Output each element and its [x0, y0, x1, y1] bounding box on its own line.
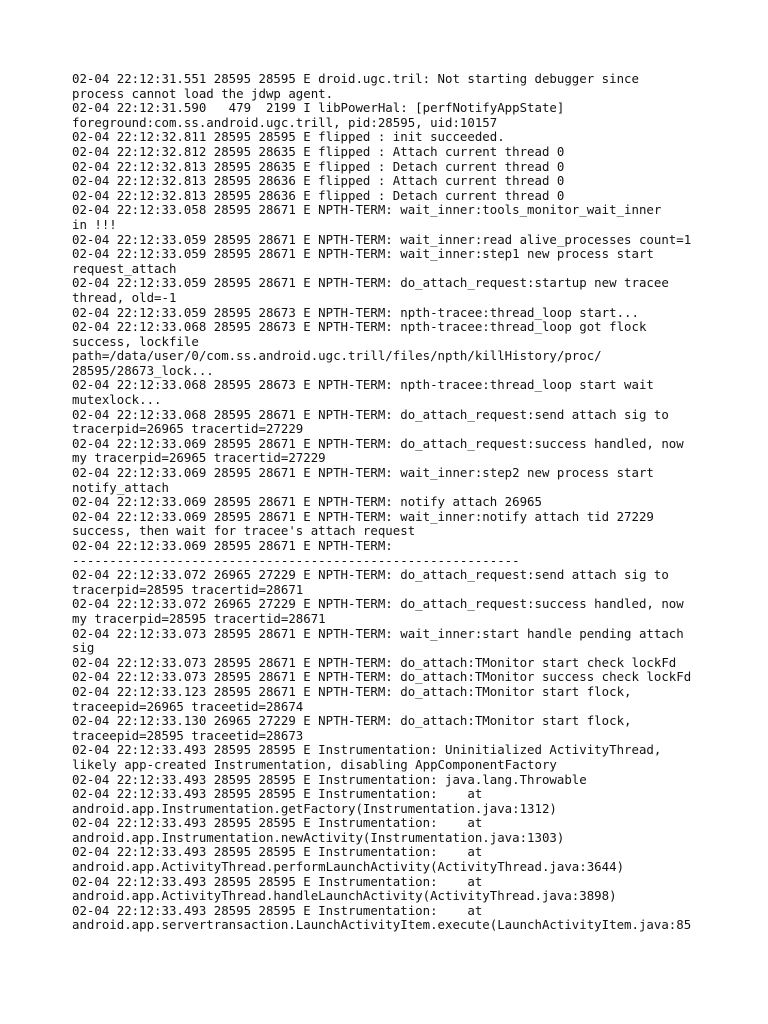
log-line: success, lockfile: [72, 333, 199, 349]
log-line: 02-04 22:12:33.068 28595 28673 E NPTH-TERM: npth-tracee:thread_loop start wait: [72, 377, 654, 393]
log-line: 02-04 22:12:32.812 28595 28635 E flipped : Attach current thread 0: [72, 143, 565, 159]
log-line: traceepid=26965 traceetid=28674: [72, 698, 304, 714]
log-line: 02-04 22:12:33.073 28595 28671 E NPTH-TERM: wait_inner:start handle pending attach: [72, 625, 684, 641]
log-line: likely app-created Instrumentation, disabling AppComponentFactory: [72, 756, 557, 772]
log-line: 02-04 22:12:33.493 28595 28595 E Instrumentation: at: [72, 902, 483, 918]
log-line: 02-04 22:12:33.059 28595 28671 E NPTH-TERM: wait_inner:read alive_processes count=1: [72, 231, 692, 247]
log-text-block: [72, 72, 712, 933]
log-line: 02-04 22:12:33.069 28595 28671 E NPTH-TERM: wait_inner:notify attach tid 27229: [72, 508, 654, 524]
log-line: 02-04 22:12:31.590 479 2199 I libPowerHal: [perfNotifyAppState]: [72, 100, 565, 116]
log-line: android.app.servertransaction.LaunchActivityItem.execute(LaunchActivityItem.java:85: [72, 917, 692, 933]
log-line: notify_attach: [72, 479, 169, 495]
log-line: 02-04 22:12:33.059 28595 28671 E NPTH-TERM: wait_inner:step1 new process start: [72, 246, 654, 262]
log-line: android.app.ActivityThread.handleLaunchActivity(ActivityThread.java:3898): [72, 888, 617, 904]
log-line: 02-04 22:12:33.058 28595 28671 E NPTH-TERM: wait_inner:tools_monitor_wait_inner: [72, 202, 662, 218]
log-line: thread, old=-1: [72, 289, 177, 305]
log-line: 02-04 22:12:33.069 28595 28671 E NPTH-TERM: notify attach 26965: [72, 494, 542, 510]
log-line: 02-04 22:12:32.811 28595 28595 E flipped : init succeeded.: [72, 129, 505, 145]
log-line: 02-04 22:12:33.059 28595 28673 E NPTH-TERM: npth-tracee:thread_loop start...: [72, 304, 639, 320]
log-line: ------------------------------------------------------------: [72, 552, 520, 568]
log-line: mutexlock...: [72, 392, 162, 408]
log-line: 02-04 22:12:33.493 28595 28595 E Instrumentation: at: [72, 815, 483, 831]
log-line: 02-04 22:12:33.072 26965 27229 E NPTH-TERM: do_attach_request:send attach sig to: [72, 567, 669, 583]
log-line: 02-04 22:12:33.068 28595 28673 E NPTH-TERM: npth-tracee:thread_loop got flock: [72, 319, 647, 335]
log-line: 02-04 22:12:33.069 28595 28671 E NPTH-TERM: do_attach_request:success handled, now: [72, 435, 684, 451]
log-line: 02-04 22:12:33.073 28595 28671 E NPTH-TERM: do_attach:TMonitor start check lockFd: [72, 654, 677, 670]
log-line: 02-04 22:12:32.813 28595 28636 E flipped : Attach current thread 0: [72, 173, 565, 189]
log-line: 02-04 22:12:32.813 28595 28635 E flipped : Detach current thread 0: [72, 158, 565, 174]
log-line: request_attach: [72, 260, 177, 276]
log-line: 02-04 22:12:33.130 26965 27229 E NPTH-TERM: do_attach:TMonitor start flock,: [72, 713, 632, 729]
log-line: tracerpid=26965 tracertid=27229: [72, 421, 304, 437]
log-line: 02-04 22:12:33.069 28595 28671 E NPTH-TERM: wait_inner:step2 new process start: [72, 465, 654, 481]
log-line: 02-04 22:12:33.493 28595 28595 E Instrumentation: at: [72, 786, 483, 802]
log-line: 28595/28673_lock...: [72, 362, 214, 378]
log-line: success, then wait for tracee's attach request: [72, 523, 416, 539]
log-line: path=/data/user/0/com.ss.android.ugc.trill/files/npth/killHistory/proc/: [72, 348, 602, 364]
log-line: android.app.ActivityThread.performLaunchActivity(ActivityThread.java:3644): [72, 859, 625, 875]
log-line: 02-04 22:12:33.493 28595 28595 E Instrumentation: Uninitialized ActivityThread,: [72, 742, 662, 758]
log-line: android.app.Instrumentation.newActivity(Instrumentation.java:1303): [72, 829, 565, 845]
log-line: tracerpid=28595 tracertid=28671: [72, 581, 304, 597]
log-line: 02-04 22:12:33.069 28595 28671 E NPTH-TERM:: [72, 538, 393, 553]
log-line: 02-04 22:12:32.813 28595 28636 E flipped : Detach current thread 0: [72, 187, 565, 203]
log-line: 02-04 22:12:33.059 28595 28671 E NPTH-TERM: do_attach_request:startup new tracee: [72, 275, 669, 291]
log-line: 02-04 22:12:33.493 28595 28595 E Instrumentation: java.lang.Throwable: [72, 771, 587, 787]
log-line: my tracerpid=26965 tracertid=27229: [72, 450, 326, 466]
log-line: in !!!: [72, 216, 117, 232]
log-line: 02-04 22:12:33.073 28595 28671 E NPTH-TERM: do_attach:TMonitor success check lockFd: [72, 669, 692, 685]
log-line: sig: [72, 640, 95, 656]
log-line: 02-04 22:12:33.493 28595 28595 E Instrumentation: at: [72, 873, 483, 889]
log-line: 02-04 22:12:31.551 28595 28595 E droid.ugc.tril: Not starting debugger since: [72, 71, 639, 86]
log-line: 02-04 22:12:33.493 28595 28595 E Instrumentation: at: [72, 844, 483, 860]
log-line: my tracerpid=28595 tracertid=28671: [72, 610, 326, 626]
log-line: foreground:com.ss.android.ugc.trill, pid:28595, uid:10157: [72, 114, 498, 130]
log-line: traceepid=28595 traceetid=28673: [72, 727, 304, 743]
log-line: 02-04 22:12:33.123 28595 28671 E NPTH-TERM: do_attach:TMonitor start flock,: [72, 683, 632, 699]
log-line: 02-04 22:12:33.072 26965 27229 E NPTH-TERM: do_attach_request:success handled, now: [72, 596, 684, 612]
log-line: process cannot load the jdwp agent.: [72, 85, 334, 101]
log-line: 02-04 22:12:33.068 28595 28671 E NPTH-TERM: do_attach_request:send attach sig to: [72, 406, 669, 422]
log-line: android.app.Instrumentation.getFactory(Instrumentation.java:1312): [72, 800, 557, 816]
